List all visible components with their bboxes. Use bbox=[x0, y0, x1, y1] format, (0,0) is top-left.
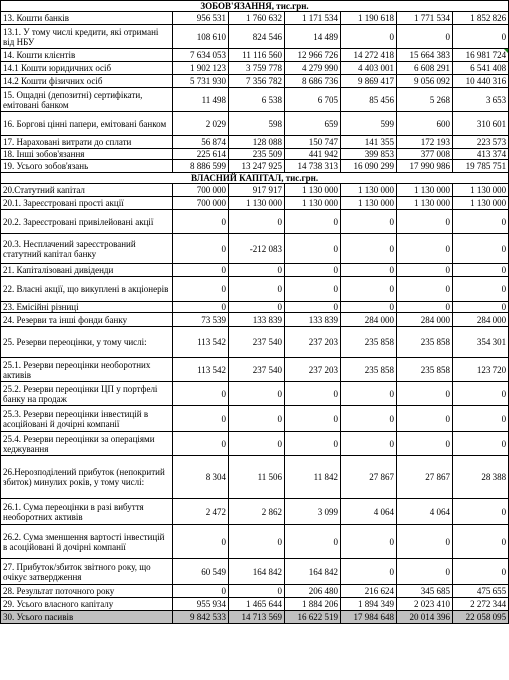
value-cell: 206 480 bbox=[285, 585, 341, 598]
row-label: 20.3. Несплачений зареєстрований статутний капітал банку bbox=[1, 234, 173, 264]
value-cell: 216 624 bbox=[341, 585, 397, 598]
value-cell: 6 705 bbox=[285, 88, 341, 112]
value-cell: 955 934 bbox=[173, 598, 229, 611]
value-cell: 11 842 bbox=[285, 456, 341, 499]
row-label: 25.2. Резерви переоцінки ЦП у портфелі банку на продаж bbox=[1, 382, 173, 406]
value-cell: 0 bbox=[285, 210, 341, 234]
value-cell: 6 608 291 bbox=[397, 62, 453, 75]
value-cell: 237 203 bbox=[285, 327, 341, 358]
value-cell: 1 130 000 bbox=[285, 184, 341, 197]
table-row bbox=[1, 598, 509, 611]
value-cell: 310 601 bbox=[453, 112, 509, 136]
value-cell: 16 090 299 bbox=[341, 160, 397, 173]
row-label: 29. Усього власного капіталу bbox=[1, 598, 173, 611]
value-cell: 235 858 bbox=[397, 358, 453, 382]
value-cell: 284 000 bbox=[341, 313, 397, 327]
value-cell: 5 268 bbox=[397, 88, 453, 112]
value-cell: 0 bbox=[229, 585, 285, 598]
value-cell: 16 622 519 bbox=[285, 611, 341, 624]
value-cell: 0 bbox=[229, 302, 285, 313]
value-cell: 917 917 bbox=[229, 184, 285, 197]
value-cell: 0 bbox=[453, 277, 509, 302]
row-label: 24. Резерви та інші фонди банку bbox=[1, 313, 173, 327]
value-cell: 0 bbox=[173, 406, 229, 432]
value-cell: 0 bbox=[341, 234, 397, 264]
table-row bbox=[1, 611, 509, 624]
table-row bbox=[1, 62, 509, 75]
row-label: 14. Кошти клієнтів bbox=[1, 49, 173, 62]
table-row bbox=[1, 12, 509, 25]
value-cell: 3 759 778 bbox=[229, 62, 285, 75]
value-cell: 11 506 bbox=[229, 456, 285, 499]
row-label: 18. Інші зобов'язання bbox=[1, 149, 173, 160]
value-cell: 1 130 000 bbox=[453, 197, 509, 210]
value-cell: 0 bbox=[453, 234, 509, 264]
row-label: 14.1 Кошти юридичних осіб bbox=[1, 62, 173, 75]
value-cell: 0 bbox=[229, 277, 285, 302]
row-label: 15. Ощадні (депозитні) сертифікати, емітовані банком bbox=[1, 88, 173, 112]
table-row bbox=[1, 456, 509, 499]
value-cell: 2 862 bbox=[229, 499, 285, 525]
row-label: 26.Нерозподілений прибуток (непокритий збиток) минулих років, у тому числі: bbox=[1, 456, 173, 499]
table-row bbox=[1, 160, 509, 173]
value-cell: 0 bbox=[341, 210, 397, 234]
value-cell: 0 bbox=[229, 210, 285, 234]
value-cell: 0 bbox=[341, 406, 397, 432]
value-cell: 284 000 bbox=[453, 313, 509, 327]
table-row bbox=[1, 559, 509, 585]
value-cell: 441 942 bbox=[285, 149, 341, 160]
value-cell: 0 bbox=[229, 382, 285, 406]
value-cell: 16 981 724 bbox=[453, 49, 509, 62]
value-cell: 1 130 000 bbox=[285, 197, 341, 210]
value-cell: 2 023 410 bbox=[397, 598, 453, 611]
value-cell: 11 498 bbox=[173, 88, 229, 112]
value-cell: 85 456 bbox=[341, 88, 397, 112]
value-cell: -212 083 bbox=[229, 234, 285, 264]
value-cell: 8 686 736 bbox=[285, 75, 341, 88]
table-row bbox=[1, 313, 509, 327]
value-cell: 17 990 986 bbox=[397, 160, 453, 173]
value-cell: 2 029 bbox=[173, 112, 229, 136]
value-cell: 0 bbox=[173, 525, 229, 559]
value-cell: 659 bbox=[285, 112, 341, 136]
value-cell: 284 000 bbox=[397, 313, 453, 327]
value-cell: 27 867 bbox=[397, 456, 453, 499]
value-cell: 237 203 bbox=[285, 358, 341, 382]
value-cell: 235 858 bbox=[341, 358, 397, 382]
value-cell: 56 874 bbox=[173, 136, 229, 149]
value-cell: 1 894 349 bbox=[341, 598, 397, 611]
value-cell: 700 000 bbox=[173, 197, 229, 210]
value-cell: 9 842 533 bbox=[173, 611, 229, 624]
section-title: ЗОБОВ'ЯЗАННЯ, тис.грн. bbox=[1, 1, 509, 12]
value-cell: 0 bbox=[285, 406, 341, 432]
section-title: ВЛАСНИЙ КАПІТАЛ, тис.грн. bbox=[1, 173, 509, 184]
value-cell: 27 867 bbox=[341, 456, 397, 499]
value-cell: 1 130 000 bbox=[341, 197, 397, 210]
value-cell: 700 000 bbox=[173, 184, 229, 197]
table-row bbox=[1, 88, 509, 112]
value-cell: 15 664 383 bbox=[397, 49, 453, 62]
value-cell: 1 130 000 bbox=[397, 184, 453, 197]
value-cell: 14 272 418 bbox=[341, 49, 397, 62]
row-label: 20.Статутний капітал bbox=[1, 184, 173, 197]
value-cell: 22 058 095 bbox=[453, 611, 509, 624]
value-cell: 3 653 bbox=[453, 88, 509, 112]
value-cell: 4 064 bbox=[397, 499, 453, 525]
value-cell: 0 bbox=[285, 382, 341, 406]
value-cell: 133 839 bbox=[229, 313, 285, 327]
value-cell: 14 738 313 bbox=[285, 160, 341, 173]
row-label: 21. Капіталізовані дивіденди bbox=[1, 264, 173, 277]
value-cell: 4 064 bbox=[341, 499, 397, 525]
table-row bbox=[1, 210, 509, 234]
value-cell: 0 bbox=[173, 264, 229, 277]
value-cell: 7 634 053 bbox=[173, 49, 229, 62]
value-cell: 0 bbox=[453, 406, 509, 432]
value-cell: 0 bbox=[453, 302, 509, 313]
table-row bbox=[1, 277, 509, 302]
table-row bbox=[1, 149, 509, 160]
value-cell: 5 731 930 bbox=[173, 75, 229, 88]
value-cell: 73 539 bbox=[173, 313, 229, 327]
row-label: 16. Боргові цінні папери, емітовані банком bbox=[1, 112, 173, 136]
value-cell: 0 bbox=[341, 559, 397, 585]
value-cell: 0 bbox=[397, 264, 453, 277]
value-cell: 164 842 bbox=[285, 559, 341, 585]
table-row bbox=[1, 432, 509, 456]
value-cell: 11 116 560 bbox=[229, 49, 285, 62]
value-cell: 150 747 bbox=[285, 136, 341, 149]
value-cell: 12 966 726 bbox=[285, 49, 341, 62]
value-cell: 598 bbox=[229, 112, 285, 136]
value-cell: 0 bbox=[397, 25, 453, 49]
value-cell: 235 858 bbox=[341, 327, 397, 358]
row-label: 25.3. Резерви переоцінки інвестицій в асоційовані й дочірні компанії bbox=[1, 406, 173, 432]
value-cell: 113 542 bbox=[173, 327, 229, 358]
row-label: 19. Усього зобов'язань bbox=[1, 160, 173, 173]
value-cell: 0 bbox=[453, 525, 509, 559]
value-cell: 223 573 bbox=[453, 136, 509, 149]
value-cell: 0 bbox=[453, 382, 509, 406]
row-label: 25.1. Резерви переоцінки необоротних активів bbox=[1, 358, 173, 382]
value-cell: 0 bbox=[285, 234, 341, 264]
value-cell: 6 541 408 bbox=[453, 62, 509, 75]
table-row bbox=[1, 327, 509, 358]
value-cell: 0 bbox=[229, 432, 285, 456]
value-cell: 0 bbox=[397, 525, 453, 559]
value-cell: 9 869 417 bbox=[341, 75, 397, 88]
value-cell: 1 130 000 bbox=[341, 184, 397, 197]
value-cell: 0 bbox=[285, 432, 341, 456]
value-cell: 1 130 000 bbox=[453, 184, 509, 197]
row-label: 30. Усього пасивів bbox=[1, 611, 173, 624]
value-cell: 14 713 569 bbox=[229, 611, 285, 624]
value-cell: 354 301 bbox=[453, 327, 509, 358]
value-cell: 113 542 bbox=[173, 358, 229, 382]
value-cell: 6 538 bbox=[229, 88, 285, 112]
value-cell: 0 bbox=[173, 234, 229, 264]
value-cell: 0 bbox=[285, 525, 341, 559]
table-row bbox=[1, 406, 509, 432]
row-label: 27. Прибуток/збиток звітного року, що очікує затвердження bbox=[1, 559, 173, 585]
value-cell: 0 bbox=[453, 432, 509, 456]
row-label: 23. Емісійні різниці bbox=[1, 302, 173, 313]
value-cell: 0 bbox=[397, 559, 453, 585]
table-row bbox=[1, 136, 509, 149]
value-cell: 0 bbox=[229, 525, 285, 559]
row-label: 22. Власні акції, що викуплені в акціонерів bbox=[1, 277, 173, 302]
table-row bbox=[1, 75, 509, 88]
value-cell: 1 852 826 bbox=[453, 12, 509, 25]
value-cell: 1 771 534 bbox=[397, 12, 453, 25]
value-cell: 0 bbox=[229, 264, 285, 277]
value-cell: 0 bbox=[453, 499, 509, 525]
table-row bbox=[1, 358, 509, 382]
value-cell: 1 190 618 bbox=[341, 12, 397, 25]
value-cell: 599 bbox=[341, 112, 397, 136]
value-cell: 0 bbox=[397, 382, 453, 406]
row-label: 13. Кошти банків bbox=[1, 12, 173, 25]
value-cell: 0 bbox=[397, 432, 453, 456]
row-label: 25. Резерви переоцінки, у тому числі: bbox=[1, 327, 173, 358]
value-cell: 172 193 bbox=[397, 136, 453, 149]
table-row bbox=[1, 499, 509, 525]
section-header-row bbox=[1, 1, 509, 12]
value-cell: 0 bbox=[173, 585, 229, 598]
value-cell: 225 614 bbox=[173, 149, 229, 160]
value-cell: 0 bbox=[453, 210, 509, 234]
value-cell: 0 bbox=[341, 277, 397, 302]
value-cell: 60 549 bbox=[173, 559, 229, 585]
row-label: 20.1. Зареєстровані прості акції bbox=[1, 197, 173, 210]
value-cell: 475 655 bbox=[453, 585, 509, 598]
row-label: 26.1. Сума переоцінки в разі вибуття необоротних активів bbox=[1, 499, 173, 525]
value-cell: 1 130 000 bbox=[229, 197, 285, 210]
value-cell: 235 858 bbox=[397, 327, 453, 358]
value-cell: 108 610 bbox=[173, 25, 229, 49]
value-cell: 1 465 644 bbox=[229, 598, 285, 611]
value-cell: 600 bbox=[397, 112, 453, 136]
table-row bbox=[1, 184, 509, 197]
value-cell: 956 531 bbox=[173, 12, 229, 25]
value-cell: 7 356 782 bbox=[229, 75, 285, 88]
value-cell: 0 bbox=[397, 302, 453, 313]
value-cell: 133 839 bbox=[285, 313, 341, 327]
value-cell: 0 bbox=[173, 302, 229, 313]
value-cell: 9 056 092 bbox=[397, 75, 453, 88]
value-cell: 0 bbox=[285, 302, 341, 313]
value-cell: 1 130 000 bbox=[397, 197, 453, 210]
row-label: 17. Нараховані витрати до сплати bbox=[1, 136, 173, 149]
value-cell: 235 509 bbox=[229, 149, 285, 160]
table-row bbox=[1, 585, 509, 598]
section-header-row bbox=[1, 173, 509, 184]
value-cell: 4 279 990 bbox=[285, 62, 341, 75]
value-cell: 0 bbox=[397, 277, 453, 302]
value-cell: 0 bbox=[173, 382, 229, 406]
row-label: 13.1. У тому числі кредити, які отримані від НБУ bbox=[1, 25, 173, 49]
value-cell: 237 540 bbox=[229, 358, 285, 382]
value-cell: 1 902 123 bbox=[173, 62, 229, 75]
value-cell: 0 bbox=[453, 559, 509, 585]
value-cell: 123 720 bbox=[453, 358, 509, 382]
value-cell: 19 785 751 bbox=[453, 160, 509, 173]
value-cell: 14 489 bbox=[285, 25, 341, 49]
table-row bbox=[1, 25, 509, 49]
value-cell: 8 304 bbox=[173, 456, 229, 499]
value-cell: 2 272 344 bbox=[453, 598, 509, 611]
value-cell: 1 760 632 bbox=[229, 12, 285, 25]
value-cell: 3 099 bbox=[285, 499, 341, 525]
table-row bbox=[1, 525, 509, 559]
value-cell: 0 bbox=[453, 25, 509, 49]
value-cell: 0 bbox=[341, 25, 397, 49]
value-cell: 2 472 bbox=[173, 499, 229, 525]
value-cell: 0 bbox=[397, 406, 453, 432]
value-cell: 0 bbox=[229, 406, 285, 432]
table-row bbox=[1, 112, 509, 136]
value-cell: 28 388 bbox=[453, 456, 509, 499]
table-row bbox=[1, 234, 509, 264]
value-cell: 0 bbox=[397, 210, 453, 234]
row-label: 20.2. Зареєстровані привілейовані акції bbox=[1, 210, 173, 234]
value-cell: 128 088 bbox=[229, 136, 285, 149]
value-cell: 20 014 396 bbox=[397, 611, 453, 624]
row-label: 26.2. Сума зменшення вартості інвестицій в асоційовані й дочірні компанії bbox=[1, 525, 173, 559]
table-row bbox=[1, 49, 509, 62]
value-cell: 10 440 316 bbox=[453, 75, 509, 88]
row-label: 14.2 Кошти фізичних осіб bbox=[1, 75, 173, 88]
value-cell: 4 403 001 bbox=[341, 62, 397, 75]
table-row bbox=[1, 382, 509, 406]
value-cell: 1 884 206 bbox=[285, 598, 341, 611]
value-cell: 0 bbox=[397, 234, 453, 264]
table-row bbox=[1, 197, 509, 210]
value-cell: 377 008 bbox=[397, 149, 453, 160]
value-cell: 0 bbox=[341, 432, 397, 456]
row-label: 28. Результат поточного року bbox=[1, 585, 173, 598]
value-cell: 8 886 599 bbox=[173, 160, 229, 173]
table-row bbox=[1, 302, 509, 313]
value-cell: 237 540 bbox=[229, 327, 285, 358]
value-cell: 13 247 925 bbox=[229, 160, 285, 173]
row-label: 25.4. Резерви переоцінки за операціями хеджування bbox=[1, 432, 173, 456]
value-cell: 0 bbox=[341, 302, 397, 313]
value-cell: 0 bbox=[341, 264, 397, 277]
value-cell: 0 bbox=[285, 277, 341, 302]
value-cell: 164 842 bbox=[229, 559, 285, 585]
value-cell: 0 bbox=[285, 264, 341, 277]
value-cell: 399 853 bbox=[341, 149, 397, 160]
value-cell: 0 bbox=[453, 264, 509, 277]
value-cell: 824 546 bbox=[229, 25, 285, 49]
value-cell: 141 355 bbox=[341, 136, 397, 149]
value-cell: 0 bbox=[341, 382, 397, 406]
value-cell: 0 bbox=[173, 210, 229, 234]
value-cell: 1 171 534 bbox=[285, 12, 341, 25]
value-cell: 17 984 648 bbox=[341, 611, 397, 624]
value-cell: 0 bbox=[173, 432, 229, 456]
table-row bbox=[1, 264, 509, 277]
value-cell: 345 685 bbox=[397, 585, 453, 598]
value-cell: 0 bbox=[341, 525, 397, 559]
value-cell: 413 374 bbox=[453, 149, 509, 160]
table-body bbox=[1, 1, 509, 624]
value-cell: 0 bbox=[173, 277, 229, 302]
